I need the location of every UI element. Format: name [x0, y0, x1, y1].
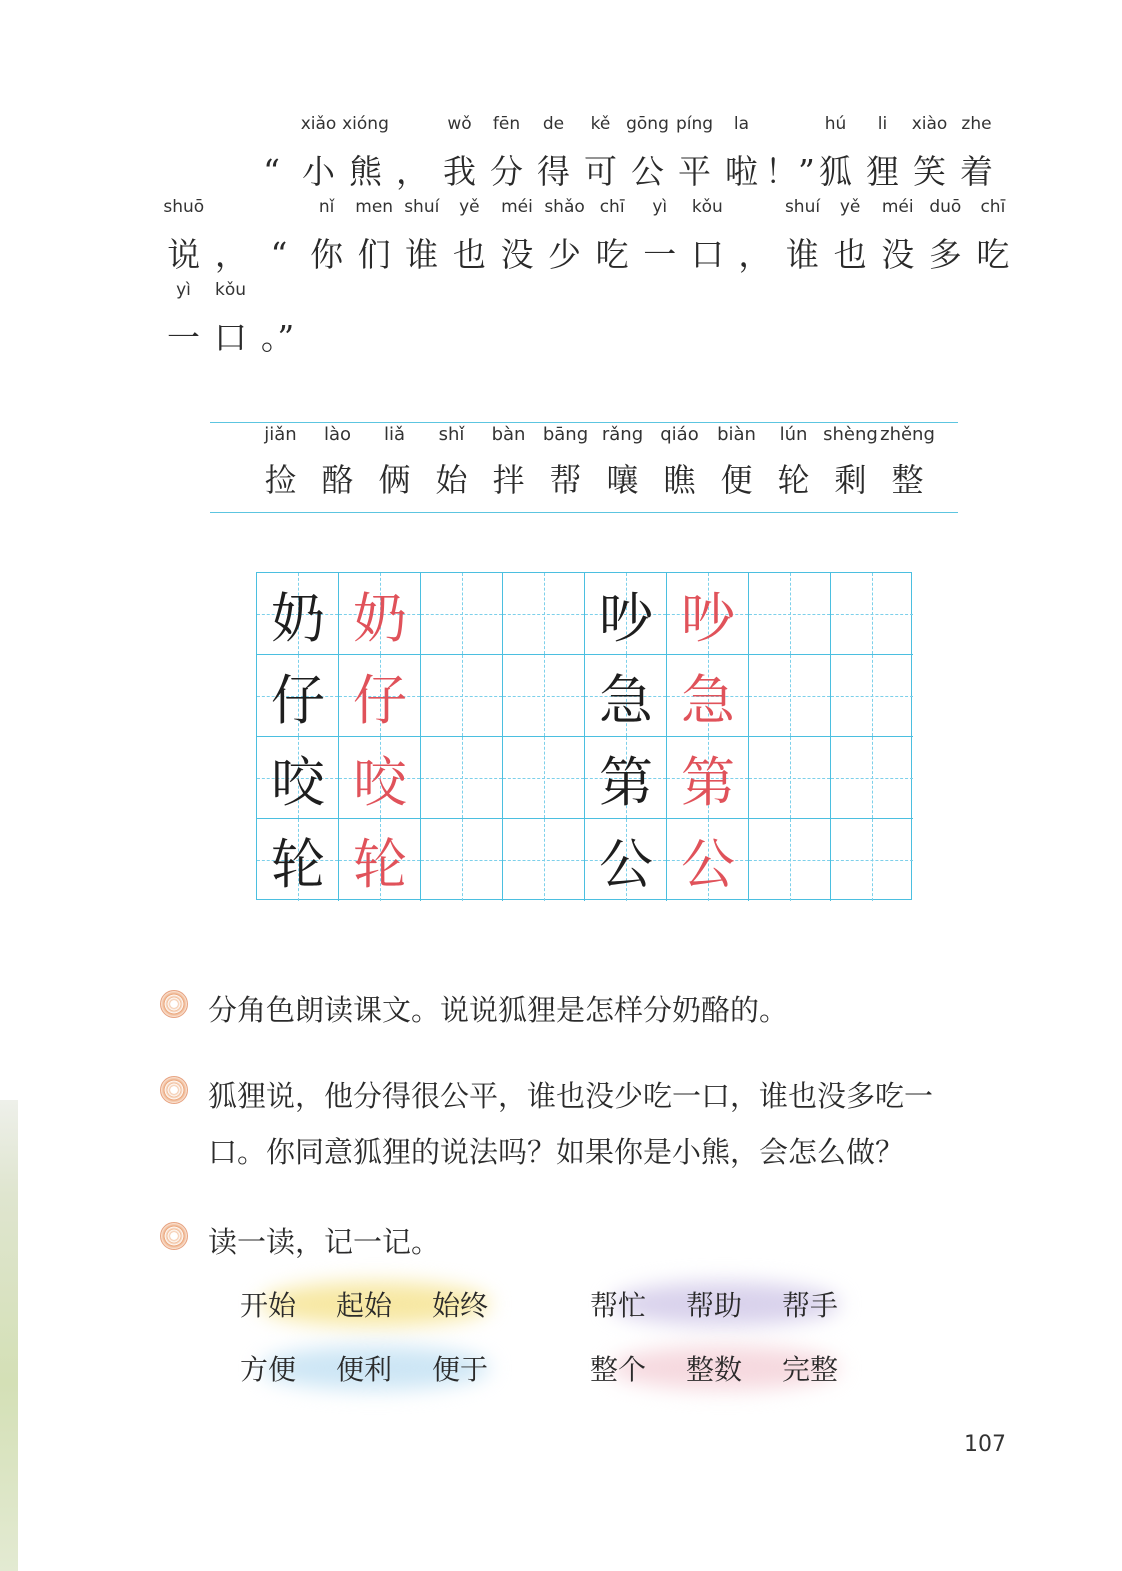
hanzi: 便 — [720, 461, 753, 499]
model-character: 仔 — [271, 668, 325, 732]
writing-grid — [256, 572, 912, 900]
passage-char — [530, 114, 577, 194]
grid-cell — [585, 737, 667, 819]
pinyin: xiào — [911, 114, 948, 134]
passage-char — [398, 197, 446, 277]
trace-character: 轮 — [353, 832, 407, 896]
trace-character: 奶 — [353, 586, 407, 650]
pinyin: bàn — [491, 424, 526, 445]
passage-char — [446, 197, 494, 277]
vocab-char — [708, 424, 765, 502]
vocab-char — [537, 424, 594, 502]
grid-cell — [421, 737, 503, 819]
grid-cell — [667, 573, 749, 655]
question-1-line-1: 分角色朗读课文。说说狐狸是怎样分奶酪的。 — [208, 993, 789, 1027]
hanzi: 帮 — [549, 461, 582, 499]
passage-char — [295, 114, 342, 194]
hanzi: 得 — [537, 152, 570, 191]
hanzi: 嚷 — [606, 461, 639, 499]
passage-char — [624, 114, 671, 194]
passage-line-2 — [160, 197, 1017, 277]
grid-cell — [749, 655, 831, 737]
word-item: 起始 — [336, 1289, 393, 1322]
pinyin: xiǎo — [300, 114, 337, 134]
question-bullet-icon — [160, 1222, 188, 1250]
grid-cell — [257, 819, 339, 901]
word-item: 帮手 — [782, 1289, 839, 1322]
pinyin: biàn — [717, 424, 756, 445]
grid-cell — [339, 737, 421, 819]
word-item: 方便 — [240, 1353, 297, 1386]
pinyin: méi — [501, 197, 533, 217]
hanzi: 轮 — [777, 461, 810, 499]
pinyin: li — [877, 114, 888, 134]
pinyin: kǒu — [214, 280, 247, 300]
word-item: 始终 — [432, 1289, 489, 1322]
hanzi: 口 — [214, 318, 247, 357]
passage-char — [541, 197, 589, 277]
vocab-char — [651, 424, 708, 502]
pinyin: hú — [824, 114, 847, 134]
hanzi: 说 — [167, 235, 201, 274]
grid-cell — [585, 819, 667, 901]
vocab-char — [822, 424, 879, 502]
pinyin: píng — [675, 114, 714, 134]
pinyin: yì — [176, 280, 191, 300]
grid-cell — [503, 819, 585, 901]
pinyin: duō — [929, 197, 962, 217]
passage-char — [826, 197, 874, 277]
hanzi: 口 — [690, 235, 724, 274]
hanzi: “ — [270, 235, 288, 274]
grid-cell — [421, 573, 503, 655]
vocab-char — [765, 424, 822, 502]
passage-char — [684, 197, 732, 277]
vocab-char — [594, 424, 651, 502]
question-3-line-1: 读一读，记一记。 — [208, 1225, 441, 1259]
question-bullet-icon — [160, 1076, 188, 1104]
hanzi: 狸 — [866, 152, 899, 191]
pinyin: lào — [323, 424, 352, 445]
model-character: 奶 — [271, 586, 325, 650]
hanzi: 公 — [631, 152, 664, 191]
grid-cell — [585, 573, 667, 655]
vocab-top-rule — [210, 422, 958, 423]
pinyin: bāng — [542, 424, 589, 445]
grid-cell — [503, 573, 585, 655]
pinyin: yě — [459, 197, 480, 217]
passage-char — [718, 114, 765, 194]
hanzi: 们 — [357, 235, 391, 274]
hanzi: 捡 — [264, 461, 297, 499]
passage-char — [350, 197, 398, 277]
grid-cell — [749, 737, 831, 819]
passage-char — [342, 114, 389, 194]
hanzi: 熊 — [349, 152, 382, 191]
hanzi: 谁 — [786, 235, 820, 274]
pinyin: wǒ — [447, 114, 472, 134]
trace-character: 咬 — [353, 750, 407, 814]
hanzi: 剩 — [834, 461, 867, 499]
passage-char — [779, 197, 827, 277]
pinyin: qiáo — [660, 424, 699, 445]
hanzi: 一 — [643, 235, 677, 274]
question-3 — [160, 1214, 440, 1270]
passage-char — [636, 197, 684, 277]
passage-char — [588, 197, 636, 277]
word-item: 帮忙 — [590, 1289, 647, 1322]
hanzi: 吃 — [976, 235, 1010, 274]
vocab-char — [879, 424, 936, 502]
grid-cell — [831, 655, 913, 737]
pinyin: la — [733, 114, 750, 134]
pinyin: shuí — [404, 197, 440, 217]
hanzi: 我 — [443, 152, 476, 191]
grid-cell — [831, 737, 913, 819]
pinyin: jiǎn — [264, 424, 297, 445]
page-number: 107 — [964, 1432, 1006, 1457]
passage-char — [254, 316, 301, 360]
trace-character: 第 — [681, 750, 735, 814]
hanzi: 始 — [435, 461, 468, 499]
passage-char — [731, 233, 779, 277]
trace-character: 仔 — [353, 668, 407, 732]
pinyin: kě — [590, 114, 611, 134]
hanzi: 少 — [548, 235, 582, 274]
page-edge-decoration — [0, 1100, 18, 1571]
trace-character: 公 — [681, 832, 735, 896]
model-character: 公 — [599, 832, 653, 896]
passage-char — [765, 150, 815, 194]
hanzi: “ — [263, 152, 280, 191]
word-item: 便利 — [336, 1353, 393, 1386]
passage-char — [255, 233, 303, 277]
passage-char — [389, 150, 436, 194]
hanzi: 。” — [260, 318, 295, 357]
passage-char — [577, 114, 624, 194]
pinyin: shuō — [163, 197, 205, 217]
pinyin: chī — [980, 197, 1006, 217]
hanzi: 你 — [310, 235, 344, 274]
model-character: 急 — [599, 668, 653, 732]
passage-line-3 — [160, 280, 301, 360]
passage-char — [859, 114, 906, 194]
passage-char — [812, 114, 859, 194]
grid-cell — [749, 573, 831, 655]
passage-char — [207, 280, 254, 360]
passage-char — [969, 197, 1017, 277]
grid-cell — [339, 655, 421, 737]
passage-char — [208, 233, 256, 277]
passage-char — [671, 114, 718, 194]
vocab-char — [423, 424, 480, 502]
vocab-char — [309, 424, 366, 502]
pinyin: gōng — [626, 114, 669, 134]
model-character: 轮 — [271, 832, 325, 896]
grid-cell — [339, 819, 421, 901]
pinyin: shèng — [823, 424, 878, 445]
trace-character: 急 — [681, 668, 735, 732]
pinyin: fēn — [492, 114, 521, 134]
grid-cell — [257, 737, 339, 819]
question-2-line-2: 口。你同意狐狸的说法吗？如果你是小熊，会怎么做？ — [208, 1135, 905, 1169]
pinyin: yì — [652, 197, 668, 217]
pinyin: liǎ — [383, 424, 406, 445]
hanzi: 分 — [490, 152, 523, 191]
pinyin: nǐ — [318, 197, 335, 217]
pinyin: rǎng — [601, 424, 644, 445]
passage-char — [493, 197, 541, 277]
word-item: 便于 — [432, 1353, 489, 1386]
hanzi: 瞧 — [663, 461, 696, 499]
model-character: 第 — [599, 750, 653, 814]
passage-line-1 — [248, 114, 1000, 194]
grid-cell — [585, 655, 667, 737]
vocab-bottom-rule — [210, 512, 958, 513]
grid-cell — [421, 655, 503, 737]
hanzi: 也 — [833, 235, 867, 274]
pinyin: kǒu — [691, 197, 723, 217]
word-item: 帮助 — [686, 1289, 743, 1322]
hanzi: 谁 — [405, 235, 439, 274]
pinyin: shǎo — [544, 197, 585, 217]
hanzi: 拌 — [492, 461, 525, 499]
pinyin: yě — [839, 197, 861, 217]
hanzi: 俩 — [378, 461, 411, 499]
grid-cell — [749, 819, 831, 901]
passage-char — [160, 197, 208, 277]
hanzi: ！” — [765, 152, 815, 191]
hanzi: 也 — [452, 235, 486, 274]
word-item: 开始 — [240, 1289, 297, 1322]
pinyin: lún — [779, 424, 808, 445]
vocab-char — [480, 424, 537, 502]
question-bullet-icon — [160, 990, 188, 1018]
passage-char — [436, 114, 483, 194]
hanzi: 平 — [678, 152, 711, 191]
passage-char — [874, 197, 922, 277]
grid-cell — [667, 655, 749, 737]
grid-cell — [667, 737, 749, 819]
pinyin: zhěng — [880, 424, 935, 445]
hanzi: 啦 — [725, 152, 758, 191]
hanzi: ， — [396, 152, 429, 191]
model-character: 咬 — [271, 750, 325, 814]
hanzi: 可 — [584, 152, 617, 191]
grid-cell — [421, 819, 503, 901]
grid-cell — [257, 655, 339, 737]
hanzi: 没 — [500, 235, 534, 274]
passage-char — [160, 280, 207, 360]
vocab-char — [366, 424, 423, 502]
hanzi: 小 — [302, 152, 335, 191]
grid-cell — [503, 655, 585, 737]
hanzi: 笑 — [913, 152, 946, 191]
model-character: 吵 — [599, 586, 653, 650]
grid-cell — [831, 573, 913, 655]
trace-character: 吵 — [681, 586, 735, 650]
passage-char — [953, 114, 1000, 194]
pinyin: shuí — [784, 197, 821, 217]
hanzi: 一 — [167, 318, 200, 357]
pinyin: zhe — [961, 114, 992, 134]
pinyin: men — [355, 197, 394, 217]
hanzi: 着 — [960, 152, 993, 191]
grid-cell — [503, 737, 585, 819]
grid-cell — [667, 819, 749, 901]
hanzi: ， — [738, 235, 772, 274]
pinyin: méi — [881, 197, 914, 217]
passage-char — [906, 114, 953, 194]
hanzi: 多 — [928, 235, 962, 274]
question-2 — [160, 1068, 933, 1180]
vocabulary-row — [252, 424, 936, 502]
grid-cell — [339, 573, 421, 655]
word-item: 整个 — [590, 1353, 647, 1386]
passage-char — [248, 150, 295, 194]
grid-cell — [257, 573, 339, 655]
pinyin: chī — [599, 197, 625, 217]
hanzi: 整 — [891, 461, 924, 499]
vocab-char — [252, 424, 309, 502]
hanzi: ， — [214, 235, 248, 274]
pinyin: shǐ — [438, 424, 465, 445]
pinyin: de — [542, 114, 565, 134]
question-2-line-1: 狐狸说，他分得很公平，谁也没少吃一口，谁也没多吃一 — [208, 1079, 934, 1113]
passage-char — [483, 114, 530, 194]
question-1 — [160, 982, 788, 1038]
hanzi: 酪 — [321, 461, 354, 499]
pinyin: xióng — [342, 114, 389, 134]
grid-cell — [831, 819, 913, 901]
passage-char — [922, 197, 970, 277]
word-item: 整数 — [686, 1353, 743, 1386]
hanzi: 狐 — [819, 152, 852, 191]
passage-char — [303, 197, 351, 277]
hanzi: 吃 — [595, 235, 629, 274]
word-item: 完整 — [782, 1353, 839, 1386]
hanzi: 没 — [881, 235, 915, 274]
